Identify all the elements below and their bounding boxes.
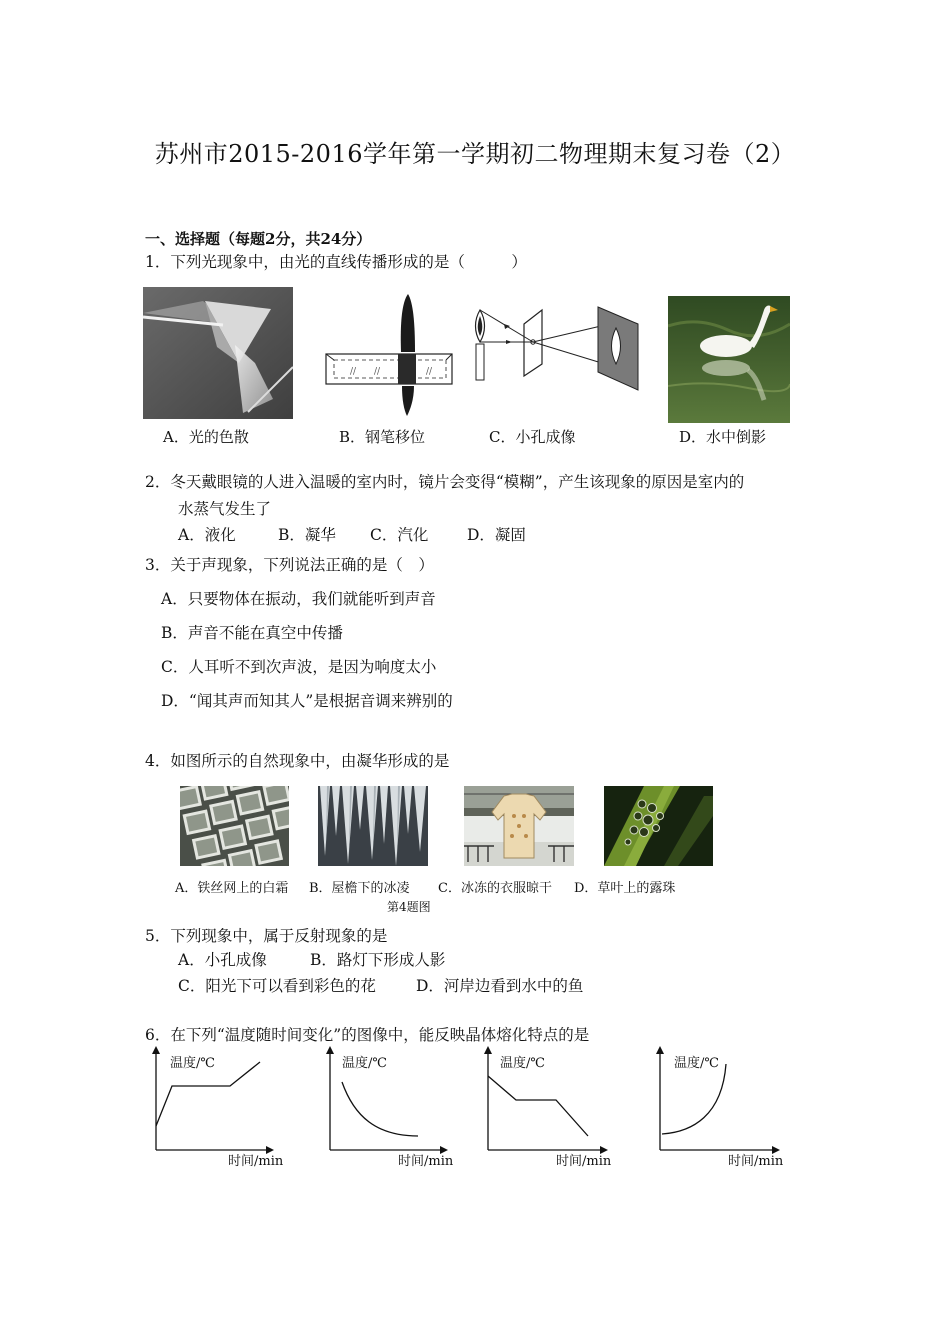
pinhole-imaging-image [470, 302, 642, 394]
frozen-clothes-image [464, 786, 574, 866]
q3-option-b: B．声音不能在真空中传播 [161, 624, 343, 642]
q4-option-a: A．铁丝网上的白霜 [175, 881, 289, 896]
q5-option-c: C．阳光下可以看到彩色的花 [178, 977, 376, 995]
graph-a [148, 1046, 288, 1170]
q2-option-c: C．汽化 [370, 526, 429, 544]
frost-wire-mesh-image [180, 786, 289, 866]
q2-option-a: A．液化 [178, 526, 236, 544]
q4-option-d: D．草叶上的露珠 [574, 881, 676, 896]
q1-option-d: D．水中倒影 [679, 428, 767, 446]
question-2-stem-line1: 2．冬天戴眼镜的人进入温暖的室内时，镜片会变得“模糊”，产生该现象的原因是室内的 [145, 473, 745, 491]
q5-option-a: A．小孔成像 [178, 951, 267, 969]
q5-option-b: B．路灯下形成人影 [310, 951, 446, 969]
q3-option-a: A．只要物体在振动，我们就能听到声音 [161, 590, 436, 608]
swan-reflection-image [668, 296, 790, 423]
graph-a-ylabel: 温度/℃ [170, 1056, 215, 1071]
graph-c-xlabel: 时间/min [556, 1154, 612, 1169]
graph-c [480, 1046, 620, 1170]
q3-option-c: C．人耳听不到次声波，是因为响度太小 [161, 658, 437, 676]
q4-option-b: B．屋檐下的冰凌 [309, 881, 410, 896]
svg-text://: // [426, 367, 433, 377]
svg-text://: // [350, 367, 357, 377]
q5-option-d: D．河岸边看到水中的鱼 [416, 977, 584, 995]
question-3-stem: 3．关于声现象，下列说法正确的是（ ） [145, 556, 434, 574]
q1-option-c: C．小孔成像 [489, 428, 576, 446]
question-1-stem: 1．下列光现象中，由光的直线传播形成的是（ ） [145, 253, 527, 271]
question-5-stem: 5．下列现象中，属于反射现象的是 [145, 927, 388, 945]
svg-text://: // [374, 367, 381, 377]
q1-option-a: A．光的色散 [163, 428, 249, 446]
graph-d [652, 1046, 797, 1170]
q2-option-b: B．凝华 [278, 526, 336, 544]
q3-option-d: D．“闻其声而知其人”是根据音调来辨别的 [161, 692, 453, 710]
question-2-stem-line2: 水蒸气发生了 [178, 500, 272, 518]
section-heading: 一、选择题（每题2分，共24分） [145, 230, 372, 248]
question-4-stem: 4．如图所示的自然现象中，由凝华形成的是 [145, 752, 450, 770]
graph-b [320, 1046, 460, 1170]
dew-grass-image [604, 786, 713, 866]
prism-dispersion-image [143, 287, 293, 419]
graph-d-ylabel: 温度/℃ [674, 1056, 719, 1071]
q4-option-c: C．冰冻的衣服晾干 [438, 881, 552, 896]
graph-a-xlabel: 时间/min [228, 1154, 284, 1169]
q1-option-b: B．钢笔移位 [339, 428, 426, 446]
q4-figure-caption: 第4题图 [387, 900, 431, 914]
graph-b-xlabel: 时间/min [398, 1154, 454, 1169]
graph-d-xlabel: 时间/min [728, 1154, 784, 1169]
pen-glass-image [322, 292, 462, 418]
paper-title: 苏州市2015-2016学年第一学期初二物理期末复习卷（2） [154, 140, 796, 168]
graph-c-ylabel: 温度/℃ [500, 1056, 545, 1071]
icicles-image [318, 786, 428, 866]
question-6-stem: 6．在下列“温度随时间变化”的图像中，能反映晶体熔化特点的是 [145, 1026, 590, 1044]
graph-b-ylabel: 温度/℃ [342, 1056, 387, 1071]
q2-option-d: D．凝固 [467, 526, 526, 544]
